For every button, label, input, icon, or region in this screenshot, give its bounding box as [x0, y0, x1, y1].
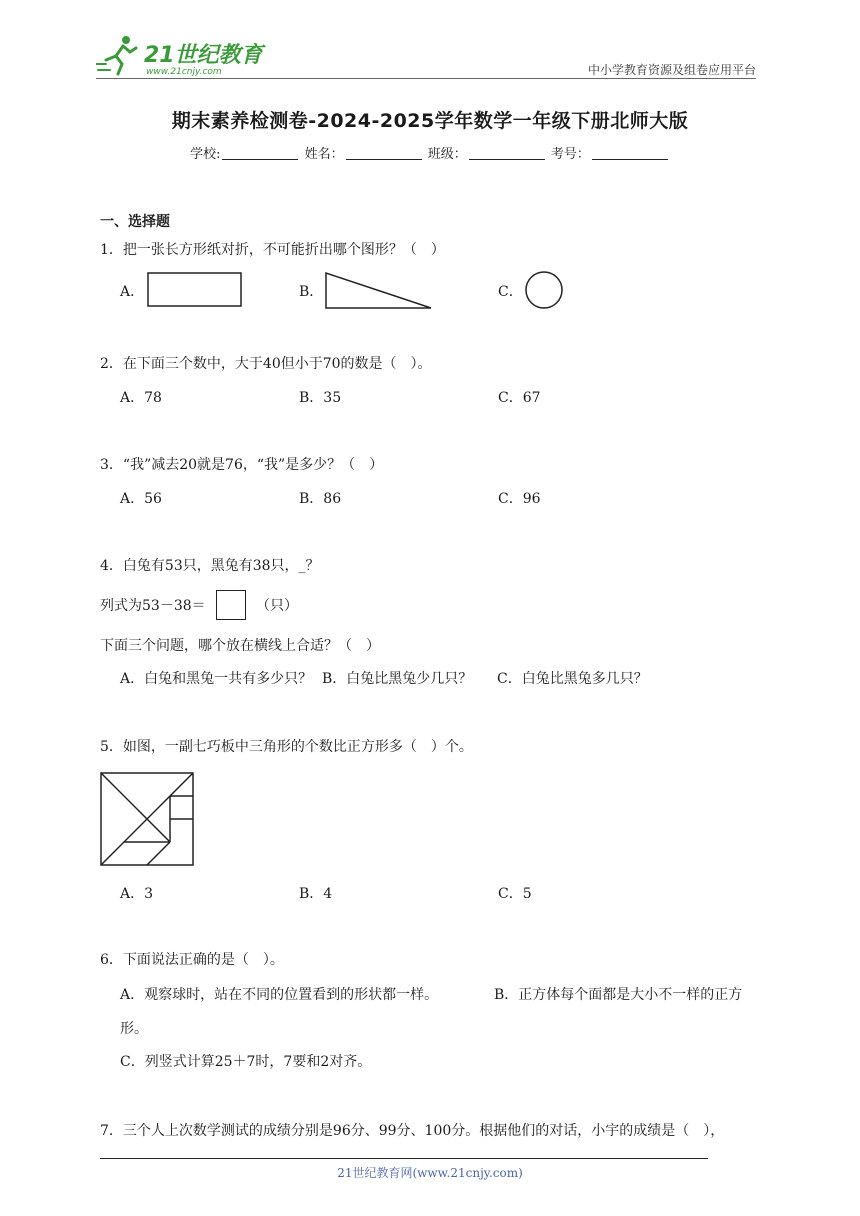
q2-option-a[interactable]: A．78 — [120, 390, 162, 406]
circle-shape — [523, 270, 565, 310]
q1-option-a-label[interactable]: A． — [120, 284, 145, 300]
tangram-figure — [99, 771, 197, 867]
name-label: 姓名： — [304, 147, 344, 162]
section-title: 一、选择题 — [100, 214, 170, 230]
q1-option-c-label[interactable]: C． — [498, 284, 523, 300]
exam-no-label: 考号： — [550, 147, 590, 162]
logo-url: www.21cnjy.com — [146, 67, 222, 77]
header-platform-text: 中小学教育资源及组卷应用平台 — [587, 63, 756, 77]
q4-expression-unit: （只） — [256, 598, 298, 614]
q3-option-b[interactable]: B．86 — [299, 491, 342, 507]
name-blank[interactable] — [346, 146, 422, 160]
answer-box[interactable] — [216, 590, 246, 620]
q1-option-b-label[interactable]: B． — [299, 284, 324, 300]
q4-prompt: 下面三个问题，哪个放在横线上合适？（ ） — [100, 638, 380, 654]
q6-option-c[interactable]: C．列竖式计算25＋7时，7要和2对齐。 — [120, 1054, 372, 1070]
q6-option-b[interactable]: B．正方体每个面都是大小不一样的正方 — [494, 987, 743, 1003]
q5-option-c[interactable]: C．5 — [498, 886, 532, 902]
q5-option-a[interactable]: A．3 — [120, 886, 154, 902]
footer-link[interactable]: 21世纪教育网(www.21cnjy.com) — [337, 1166, 523, 1180]
q6-option-b-continued: 形。 — [120, 1021, 148, 1037]
logo — [96, 34, 266, 78]
rectangle-shape — [146, 271, 244, 309]
q4-option-b[interactable]: B．白兔比黑兔少几只？ — [322, 671, 473, 687]
question-3-stem: 3．“我”减去20就是76，“我”是多少？（ ） — [100, 457, 384, 473]
class-blank[interactable] — [469, 146, 545, 160]
q2-option-c[interactable]: C．67 — [498, 390, 541, 406]
question-2-stem: 2．在下面三个数中，大于40但小于70的数是（ ）。 — [100, 356, 432, 372]
page-title: 期末素养检测卷-2024-2025学年数学一年级下册北师大版 — [171, 110, 689, 132]
school-blank[interactable] — [222, 146, 298, 160]
q4-expression: 列式为53－38＝ — [100, 598, 206, 614]
question-5-stem: 5．如图，一副七巧板中三角形的个数比正方形多（ ）个。 — [100, 739, 473, 755]
question-1-stem: 1．把一张长方形纸对折，不可能折出哪个图形？（ ） — [100, 242, 445, 258]
q3-option-a[interactable]: A．56 — [120, 491, 162, 507]
footer-rule — [100, 1158, 708, 1159]
logo-text: 21世纪教育 — [144, 43, 263, 68]
q2-option-b[interactable]: B．35 — [299, 390, 342, 406]
header-rule — [96, 78, 756, 79]
question-7-stem: 7．三个人上次数学测试的成绩分别是96分、99分、100分。根据他们的对话，小宇的成绩是（ ）， — [100, 1123, 725, 1139]
q4-option-c[interactable]: C．白兔比黑兔多几只？ — [497, 671, 648, 687]
right-triangle-shape — [323, 270, 435, 312]
student-info-bar — [0, 146, 860, 164]
runner-icon — [96, 36, 136, 74]
question-6-stem: 6．下面说法正确的是（ ）。 — [100, 952, 284, 968]
school-label: 学校: — [190, 147, 221, 162]
exam-no-blank[interactable] — [592, 146, 668, 160]
q5-option-b[interactable]: B．4 — [299, 886, 333, 902]
q6-option-a[interactable]: A．观察球时，站在不同的位置看到的形状都一样。 — [120, 987, 439, 1003]
q4-option-a[interactable]: A．白兔和黑兔一共有多少只？ — [120, 671, 313, 687]
question-4-stem: 4．白兔有53只，黑兔有38只，_？ — [100, 558, 320, 574]
class-label: 班级： — [427, 147, 467, 162]
q3-option-c[interactable]: C．96 — [498, 491, 541, 507]
